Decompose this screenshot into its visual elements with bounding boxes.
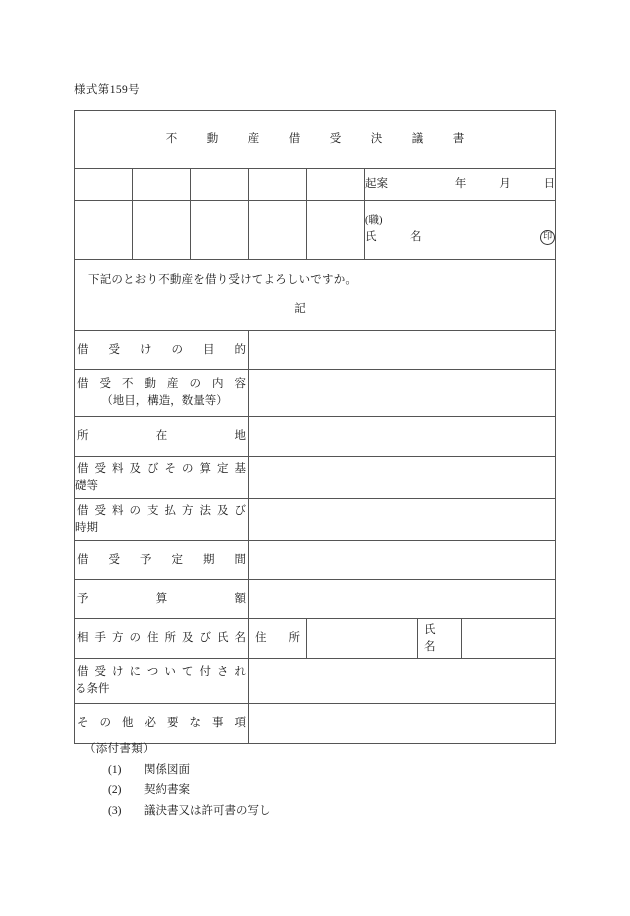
counterparty-address-value[interactable] — [307, 619, 418, 659]
row-label-property-details — [75, 370, 249, 417]
table-row — [75, 704, 556, 744]
label-subtext: 礎等 — [75, 479, 98, 492]
row-label-other-matters — [75, 704, 249, 744]
label-text: 借受料の支払方法及び — [77, 504, 246, 517]
row-value-budget-amount[interactable] — [249, 580, 556, 619]
counterparty-name-value[interactable] — [462, 619, 556, 659]
attachment-number: (3) — [108, 804, 122, 817]
approval-seal-cell-4[interactable] — [249, 201, 307, 260]
row-label-rent-basis — [75, 457, 249, 499]
table-row — [75, 499, 556, 541]
label-text: 相手方の住所及び氏名 — [77, 632, 246, 645]
row-label-counterparty — [75, 619, 249, 659]
statement-question: 下記のとおり不動産を借り受けてよろしいですか。 — [88, 274, 358, 287]
label-text: 借受予定期間 — [77, 553, 246, 566]
decision-form-table — [74, 110, 556, 744]
row-value-lease-conditions[interactable] — [249, 659, 556, 704]
attachment-number: (2) — [108, 784, 122, 796]
list-item — [108, 806, 271, 818]
approval-stamp-cell-1[interactable] — [75, 169, 133, 201]
drafting-label: 起案 — [365, 178, 388, 191]
label-text: 氏 名 — [424, 623, 447, 653]
drafting-year-label: 年 — [454, 178, 467, 191]
signatory-position-label: (職) — [365, 214, 383, 226]
approval-stamp-cell-5[interactable] — [307, 169, 365, 201]
counterparty-address-label — [249, 619, 307, 659]
row-value-property-details[interactable] — [249, 370, 556, 417]
attachment-text: 関係図面 — [144, 763, 190, 776]
row-label-lease-period — [75, 541, 249, 580]
label-text: その他必要な事項 — [77, 717, 246, 730]
signatory-cell[interactable] — [365, 201, 556, 260]
label-subtext: （地目，構造，数量等） — [101, 395, 228, 407]
statement-ki: 記 — [294, 303, 306, 315]
attachment-text: 契約書案 — [144, 784, 190, 796]
seal-icon: 印 — [540, 230, 555, 245]
row-label-purpose — [75, 331, 249, 370]
statement-cell — [75, 260, 556, 331]
attachments-section — [84, 744, 271, 826]
row-value-rent-basis[interactable] — [249, 457, 556, 499]
approval-signatory-row — [75, 201, 556, 260]
approval-seal-cell-5[interactable] — [307, 201, 365, 260]
label-text: 借受けの目的 — [77, 343, 246, 356]
table-row — [75, 580, 556, 619]
drafting-day-label: 日 — [543, 178, 556, 191]
drafting-date-fields — [425, 176, 555, 193]
row-value-purpose[interactable] — [249, 331, 556, 370]
list-item — [108, 785, 271, 797]
label-text: 借受不動産の内容 — [77, 378, 246, 391]
attachment-number: (1) — [108, 763, 122, 776]
form-number: 様式第159号 — [74, 84, 141, 96]
table-row — [75, 331, 556, 370]
document-title: 不 動 産 借 受 決 議 書 — [75, 111, 556, 169]
table-row — [75, 659, 556, 704]
attachments-title: （添付書類） — [84, 743, 155, 755]
label-text: 借受けについて付され — [77, 666, 246, 679]
attachment-text: 議決書又は許可書の写し — [144, 804, 271, 817]
title-row — [75, 111, 556, 169]
label-subtext: る条件 — [75, 683, 110, 695]
label-subtext: 時期 — [75, 521, 98, 534]
counterparty-name-label — [418, 619, 462, 659]
label-text: 借受料及びその算定基 — [77, 462, 246, 475]
row-label-budget-amount — [75, 580, 249, 619]
drafting-date-cell[interactable] — [365, 169, 556, 201]
drafting-month-label: 月 — [499, 178, 511, 191]
table-row — [75, 417, 556, 457]
approval-seal-cell-1[interactable] — [75, 201, 133, 260]
row-label-payment-method — [75, 499, 249, 541]
row-value-other-matters[interactable] — [249, 704, 556, 744]
row-value-location[interactable] — [249, 417, 556, 457]
label-text: 住 所 — [255, 632, 300, 645]
row-label-location — [75, 417, 249, 457]
label-text: 所在地 — [77, 430, 246, 443]
table-row — [75, 457, 556, 499]
approval-stamp-cell-4[interactable] — [249, 169, 307, 201]
approval-stamp-cell-2[interactable] — [133, 169, 191, 201]
approval-stamp-cell-3[interactable] — [191, 169, 249, 201]
list-item — [108, 765, 271, 777]
label-text: 予算額 — [77, 592, 246, 605]
row-value-lease-period[interactable] — [249, 541, 556, 580]
table-row-counterparty — [75, 619, 556, 659]
signatory-name-label: 氏 名 — [365, 231, 433, 244]
row-value-payment-method[interactable] — [249, 499, 556, 541]
approval-seal-cell-2[interactable] — [133, 201, 191, 260]
table-row — [75, 370, 556, 417]
statement-row — [75, 260, 556, 331]
approval-seal-cell-3[interactable] — [191, 201, 249, 260]
approval-drafting-row — [75, 169, 556, 201]
table-row — [75, 541, 556, 580]
row-label-lease-conditions — [75, 659, 249, 704]
